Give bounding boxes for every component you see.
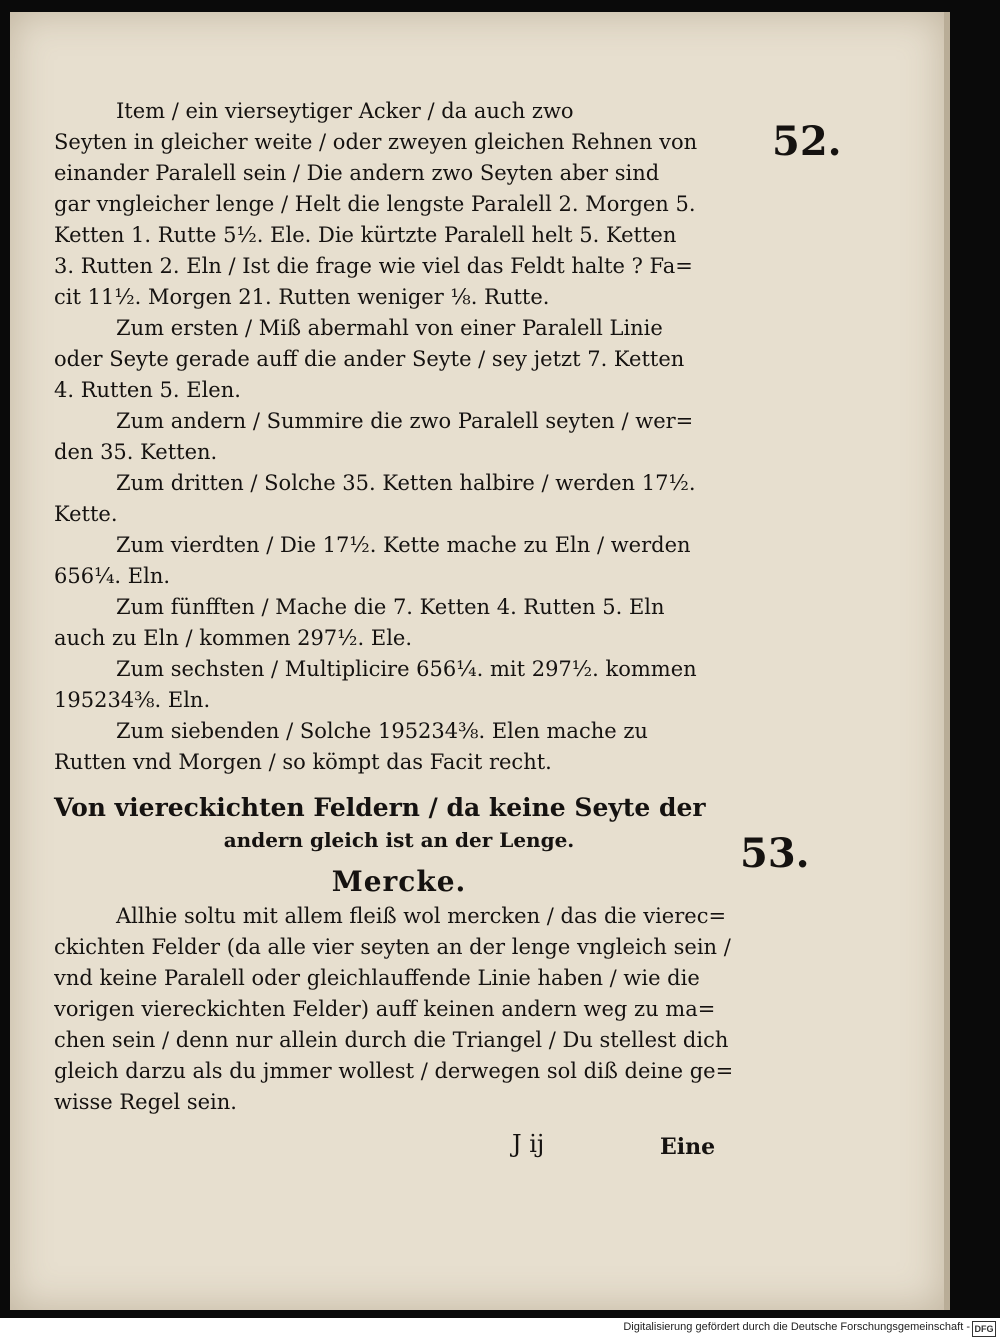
problem-52-paragraph xyxy=(54,96,744,313)
text-line: Rutten vnd Morgen / so kömpt das Facit recht. xyxy=(54,750,552,774)
text-line: Zum siebenden / Solche 195234⅜. Elen mache zu xyxy=(116,719,648,743)
text-line: vnd keine Paralell oder gleichlauffende Linie haben / wie die xyxy=(54,966,700,990)
signature-mark: J ij xyxy=(512,1130,545,1158)
text-line: Zum dritten / Solche 35. Ketten halbire / werden 17½. xyxy=(116,471,696,495)
heading-line: andern gleich ist an der Lenge. xyxy=(223,828,575,852)
text-line: Zum fünfften / Mache die 7. Ketten 4. Rutten 5. Eln xyxy=(116,595,665,619)
text-line: gar vngleicher lenge / Helt die lengste Paralell 2. Morgen 5. xyxy=(54,192,696,216)
step-7 xyxy=(54,716,744,778)
text-line: Zum vierdten / Die 17½. Kette mache zu Eln / werden xyxy=(116,533,691,557)
merke-paragraph xyxy=(54,901,744,1118)
section-heading-53 xyxy=(54,792,744,856)
footer-bar xyxy=(0,1318,1000,1339)
text-line: Kette. xyxy=(54,502,118,526)
page-text xyxy=(54,96,744,1118)
text-line: 3. Rutten 2. Eln / Ist die frage wie viel das Feldt halte ? Fa= xyxy=(54,254,693,278)
text-line: vorigen viereckichten Felder) auff keinen andern weg zu ma= xyxy=(54,997,716,1021)
text-line: den 35. Ketten. xyxy=(54,440,218,464)
catchword: Eine xyxy=(660,1134,716,1160)
merke-title: Mercke. xyxy=(331,865,467,898)
text-line: Allhie soltu mit allem fleiß wol mercken / das die vierec= xyxy=(116,904,727,928)
text-line: cit 11½. Morgen 21. Rutten weniger ⅛. Rutte. xyxy=(54,285,550,309)
text-line: wisse Regel sein. xyxy=(54,1090,237,1114)
text-line: oder Seyte gerade auff die ander Seyte / sey jetzt 7. Ketten xyxy=(54,347,685,371)
text-line: Zum andern / Summire die zwo Paralell seyten / wer= xyxy=(116,409,694,433)
text-line: Seyten in gleicher weite / oder zweyen gleichen Rehnen von xyxy=(54,130,698,154)
step-5 xyxy=(54,592,744,654)
text-line: Zum ersten / Miß abermahl von einer Paralell Linie xyxy=(116,316,663,340)
step-2 xyxy=(54,406,744,468)
text-line: chen sein / denn nur allein durch die Triangel / Du stellest dich xyxy=(54,1028,729,1052)
step-6 xyxy=(54,654,744,716)
heading-line: Von viereckichten Feldern / da keine Seyte der xyxy=(54,793,706,822)
text-line: Zum sechsten / Multiplicire 656¼. mit 297½. kommen xyxy=(116,657,697,681)
margin-number-53: 53. xyxy=(740,830,810,877)
text-line: ckichten Felder (da alle vier seyten an der lenge vngleich sein / xyxy=(54,935,731,959)
text-line: 195234⅜. Eln. xyxy=(54,688,211,712)
page-edge xyxy=(944,12,950,1310)
text-line: 4. Rutten 5. Elen. xyxy=(54,378,241,402)
step-1 xyxy=(54,313,744,406)
margin-number-52: 52. xyxy=(772,118,842,165)
step-3 xyxy=(54,468,744,530)
dfg-credit-link[interactable]: Digitalisierung gefördert durch die Deutsche Forschungsgemeinschaft - xyxy=(623,1321,970,1333)
text-line: einander Paralell sein / Die andern zwo Seyten aber sind xyxy=(54,161,660,185)
text-line: Ketten 1. Rutte 5½. Ele. Die kürtzte Paralell helt 5. Ketten xyxy=(54,223,677,247)
text-line: auch zu Eln / kommen 297½. Ele. xyxy=(54,626,413,650)
text-line: 656¼. Eln. xyxy=(54,564,171,588)
dfg-logo[interactable]: DFG xyxy=(972,1321,996,1337)
text-line: Item / ein vierseytiger Acker / da auch zwo xyxy=(116,99,574,123)
text-line: gleich darzu als du jmmer wollest / derwegen sol diß deine ge= xyxy=(54,1059,734,1083)
step-4 xyxy=(54,530,744,592)
